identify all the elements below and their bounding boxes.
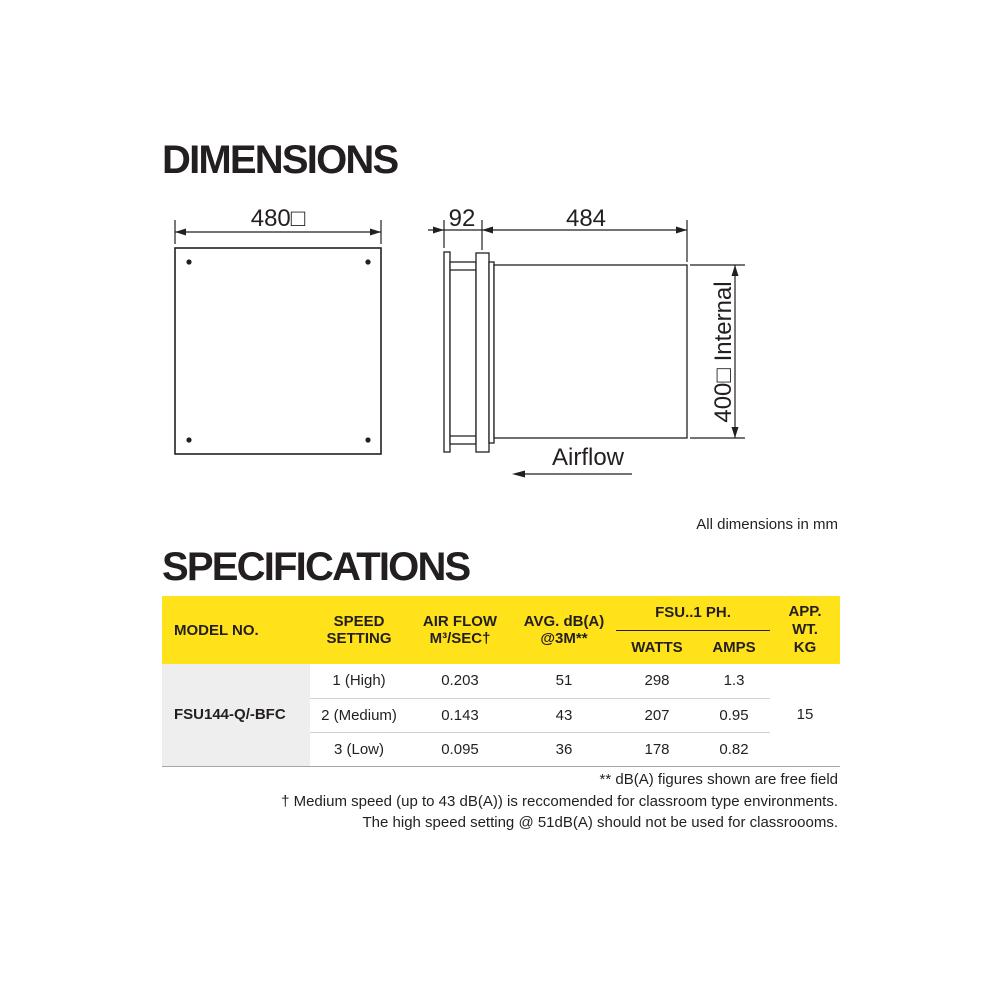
dimension-arrowhead [732, 265, 739, 276]
header-label: AMPS [712, 638, 756, 656]
footnote: The high speed setting @ 51dB(A) should not be used for classroooms. [362, 814, 838, 831]
mounting-hole [186, 259, 191, 264]
watts-cell: 178 [616, 732, 698, 766]
header-label-line: SETTING [326, 630, 392, 647]
footnote: † Medium speed (up to 43 dB(A)) is reccomended for classroom type environments. [281, 792, 838, 810]
front-view [175, 205, 381, 454]
collar [476, 253, 489, 452]
specifications-table [162, 596, 840, 767]
mounting-plate [444, 252, 450, 452]
column-header-watts [616, 630, 698, 664]
flange-body [450, 262, 476, 444]
mounting-hole [186, 437, 191, 442]
airflow-label: Airflow [551, 444, 625, 471]
table-header [162, 596, 840, 664]
column-header-air-flow [408, 596, 512, 664]
column-group-header-phase [616, 596, 770, 630]
header-label: MODEL NO. [174, 621, 259, 639]
avg-db-cell: 51 [512, 664, 616, 698]
model-number-cell: FSU144-Q/-BFC [162, 664, 310, 766]
dimensions-title: DIMENSIONS [162, 138, 398, 182]
footnotes [281, 769, 838, 834]
internal-size-label: 400□ Internal [710, 281, 737, 423]
header-label: FSU..1 PH. [655, 604, 731, 622]
table-row [162, 664, 840, 698]
table-body [162, 664, 840, 766]
header-label-line: AVG. dB(A) [523, 613, 605, 630]
mounting-hole [365, 259, 370, 264]
air-flow-cell: 0.203 [408, 664, 512, 698]
amps-cell: 1.3 [698, 664, 770, 698]
watts-cell: 207 [616, 698, 698, 732]
weight-cell: 15 [770, 664, 840, 766]
header-label-line: SPEED [333, 613, 385, 630]
specifications-title: SPECIFICATIONS [162, 545, 470, 589]
dimension-arrowhead [732, 427, 739, 438]
air-flow-cell: 0.143 [408, 698, 512, 732]
amps-cell: 0.95 [698, 698, 770, 732]
header-row [162, 596, 840, 630]
header-label-line: @3M** [540, 630, 588, 647]
avg-db-cell: 43 [512, 698, 616, 732]
dimension-arrowhead [433, 227, 444, 234]
column-header-weight [770, 596, 840, 664]
footnote: ** dB(A) figures shown are free field [599, 771, 838, 788]
airflow-arrowhead [512, 471, 525, 478]
side-view [428, 205, 745, 478]
dimension-arrowhead [676, 227, 687, 234]
column-header-model [162, 596, 310, 664]
header-label-line: M³/SEC† [429, 630, 491, 647]
front-panel-outline [175, 248, 381, 454]
header-label-line: APP. [788, 603, 822, 620]
column-header-speed-setting [310, 596, 408, 664]
duct-body [494, 265, 687, 438]
header-label-line: KG [793, 639, 817, 656]
speed-setting-cell: 2 (Medium) [310, 698, 408, 732]
front-width-label: 480□ [250, 205, 306, 232]
mounting-hole [365, 437, 370, 442]
body-length-label: 484 [565, 205, 607, 232]
units-note: All dimensions in mm [696, 516, 838, 533]
watts-cell: 298 [616, 664, 698, 698]
header-label: WATTS [631, 638, 683, 656]
speed-setting-cell: 3 (Low) [310, 732, 408, 766]
avg-db-cell: 36 [512, 732, 616, 766]
column-header-amps [698, 630, 770, 664]
collar-step [489, 262, 494, 443]
dimension-arrowhead [370, 229, 381, 236]
speed-setting-cell: 1 (High) [310, 664, 408, 698]
header-label-line: WT. [792, 621, 818, 638]
amps-cell: 0.82 [698, 732, 770, 766]
flange-depth-label: 92 [448, 205, 476, 232]
dimension-arrowhead [175, 229, 186, 236]
dimension-arrowhead [482, 227, 493, 234]
column-header-avg-db [512, 596, 616, 664]
header-label-line: AIR FLOW [422, 613, 498, 630]
air-flow-cell: 0.095 [408, 732, 512, 766]
